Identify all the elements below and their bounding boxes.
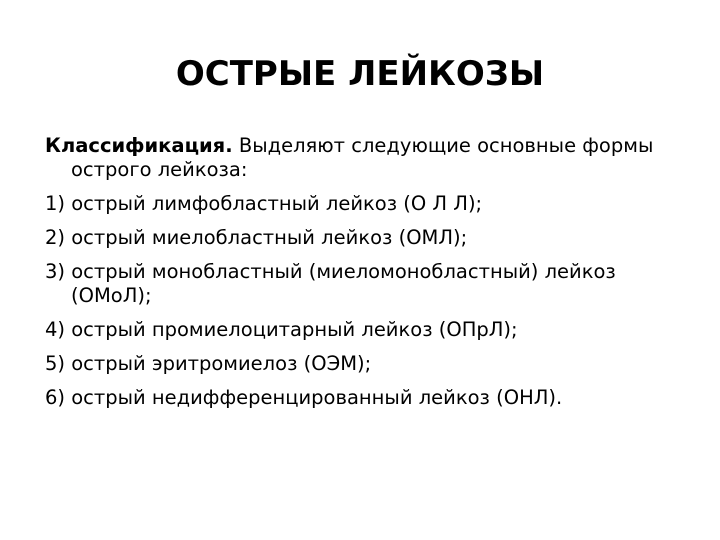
intro-text: Выделяют следующие основные формы острого лейкоза: [71,134,654,181]
list-item-3: 3) острый монобластный (миеломонобластный) лейкоз (ОМоЛ); [45,260,616,307]
list-item-2: 2) острый миелобластный лейкоз (ОМЛ); [45,226,468,249]
intro-paragraph [45,134,685,182]
list-item-4: 4) острый промиелоцитарный лейкоз (ОПрЛ); [45,318,518,341]
list-item-1: 1) острый лимфобластный лейкоз (О Л Л); [45,192,483,215]
list-item-5: 5) острый эритромиелоз (ОЭМ); [45,352,372,375]
list-item-6: 6) острый недифференцированный лейкоз (ОНЛ). [45,386,563,409]
slide-title: ОСТРЫЕ ЛЕЙКОЗЫ [175,54,545,94]
slide-body [45,134,685,420]
intro-lead: Классификация. [45,134,233,157]
